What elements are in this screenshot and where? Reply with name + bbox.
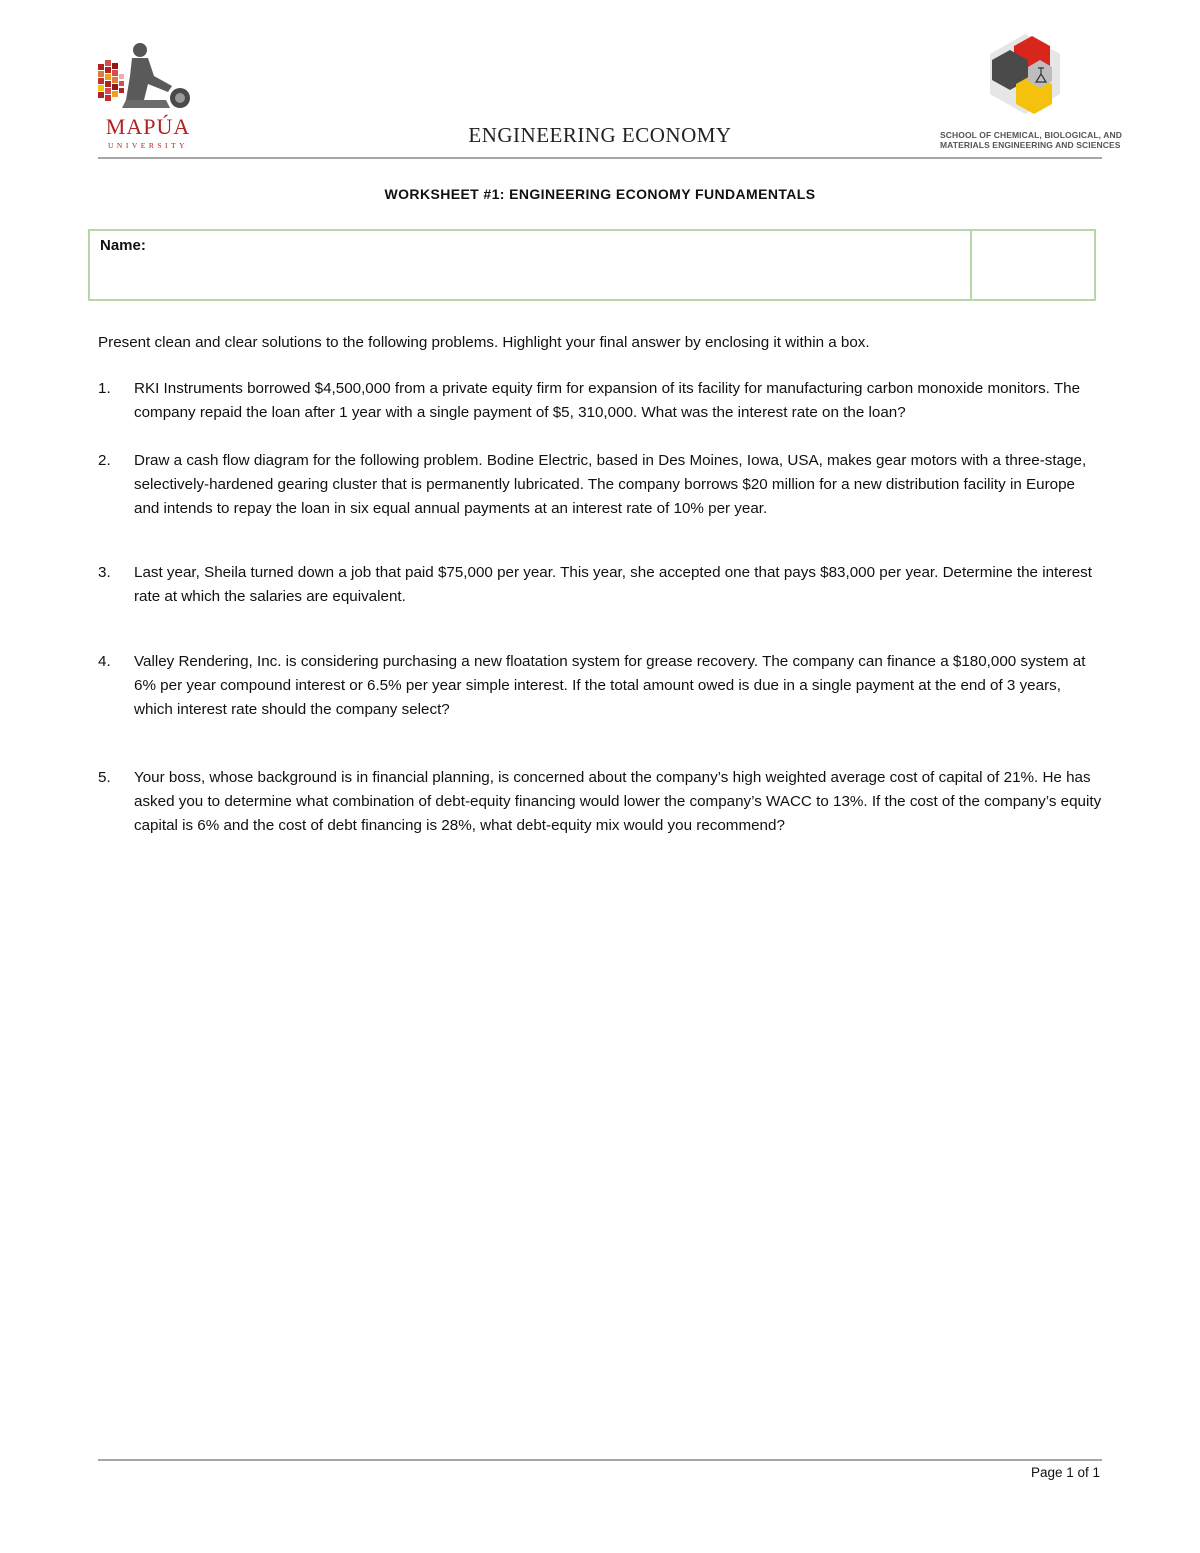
problem-text: RKI Instruments borrowed $4,500,000 from a private equity firm for expansion of its facility for manufacturing carbon monoxide monitors. The company repaid the loan after 1 year with a single payment of $5, 310,000. What was the interest rate on the loan? — [134, 380, 1081, 421]
problem-number: 5. — [98, 769, 111, 786]
problem-text: Last year, Sheila turned down a job that paid $75,000 per year. This year, she accepted one that pays $83,000 per year. Determine the interest rate at which the salaries are equivalent. — [134, 564, 1092, 605]
name-cell[interactable] — [90, 231, 972, 299]
name-label: Name: — [100, 237, 146, 254]
problem-text: Your boss, whose background is in financial planning, is concerned about the company’s high weighted average cost of capital of 21%. He has asked you to determine what combination of debt-equity financing would lower the company’s WACC to 13%. If the cost of the company’s equity capital is 6% and the cost of debt financing is 28%, what debt-equity mix would you recommend? — [134, 769, 1102, 834]
problem-item — [98, 766, 1102, 838]
page-header-title: ENGINEERING ECONOMY — [468, 123, 732, 147]
university-subtext: UNIVERSITY — [108, 141, 188, 150]
mapua-wordmark: MAPÚA — [105, 114, 191, 139]
worksheet-title: WORKSHEET #1: ENGINEERING ECONOMY FUNDAMENTALS — [384, 186, 816, 202]
problem-item — [98, 561, 1102, 609]
header-divider — [98, 157, 1102, 159]
problem-number: 2. — [98, 452, 111, 469]
score-cell[interactable] — [972, 231, 1094, 299]
problem-number: 1. — [98, 380, 111, 397]
school-name-line-1: SCHOOL OF CHEMICAL, BIOLOGICAL, AND — [940, 130, 1122, 140]
problem-number: 4. — [98, 653, 111, 670]
instructions: Present clean and clear solutions to the following problems. Highlight your final answer by enclosing it within a box. — [98, 334, 870, 351]
hexagon-emblem-icon — [940, 30, 1110, 130]
problem-text: Valley Rendering, Inc. is considering purchasing a new floatation system for grease recovery. The company can finance a $180,000 system at 6% per year compound interest or 6.5% per year simple interest. If the total amount owed is due in a single payment at the end of 3 years, which interest rate should the company select? — [134, 653, 1086, 718]
worksheet-body — [98, 331, 1102, 838]
page-number: Page 1 of 1 — [1030, 1465, 1100, 1480]
problem-item — [98, 377, 1102, 425]
problem-item — [98, 449, 1102, 521]
problem-number: 3. — [98, 564, 111, 581]
footer-divider — [98, 1459, 1102, 1461]
school-name-line-2: MATERIALS ENGINEERING AND SCIENCES — [940, 140, 1121, 150]
problem-text: Draw a cash flow diagram for the following problem. Bodine Electric, based in Des Moines, Iowa, USA, makes gear motors with a three-stage, selectively-hardened gearing cluster that is permanently lubricated. The company borrows $20 million for a new distribution facility in Europe and intends to repay the loan in six equal annual payments at an interest rate of 10% per year. — [134, 452, 1087, 517]
name-table — [88, 229, 1096, 301]
problem-item — [98, 650, 1102, 722]
